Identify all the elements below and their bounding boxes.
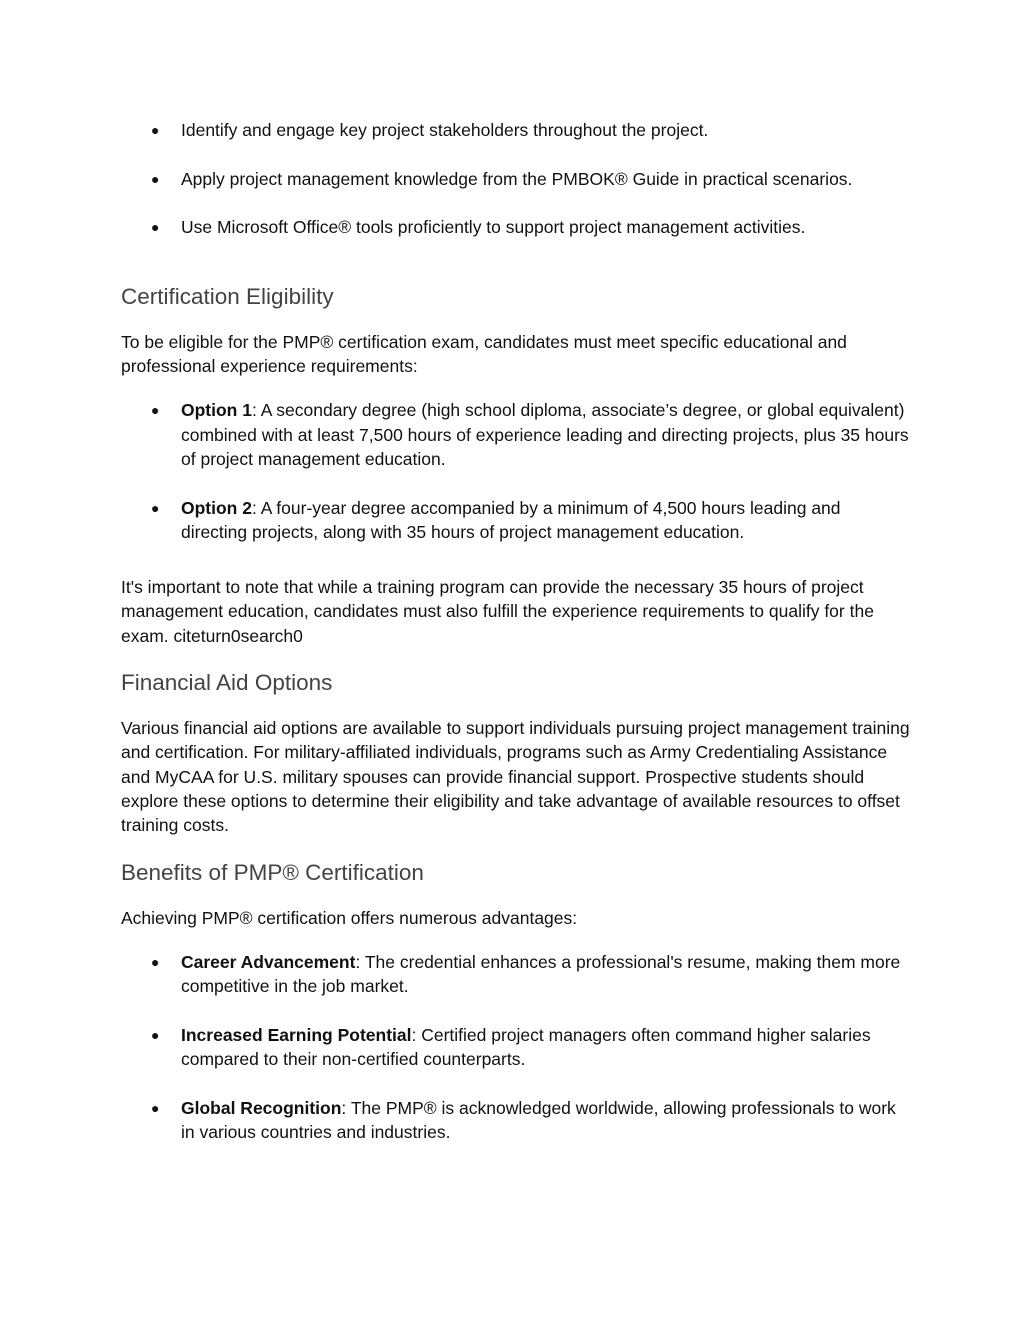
- eligibility-intro: To be eligible for the PMP® certification exam, candidates must meet specific educational and professional experience requirements:: [121, 331, 847, 376]
- benefits-intro: Achieving PMP® certification offers numerous advantages:: [121, 907, 578, 928]
- option-text: : A secondary degree (high school diploma, associate’s degree, or global equivalent) combined with at least 7,500 hours of experience leading and directing projects, plus 35 hours of project management education.: [181, 400, 909, 469]
- list-item: [121, 1096, 911, 1145]
- document-page: [121, 118, 911, 1169]
- list-item: [121, 215, 911, 239]
- section-heading-benefits: Benefits of PMP® Certification: [121, 859, 424, 885]
- objectives-list: [121, 118, 911, 240]
- benefits-list: [121, 950, 911, 1145]
- bullet-icon: ●: [151, 170, 160, 187]
- benefit-label: Increased Earning Potential: [181, 1024, 412, 1045]
- option-label: Option 1: [181, 400, 252, 421]
- benefit-text: : The PMP® is acknowledged worldwide, allowing professionals to work in various countries and industries.: [181, 1097, 896, 1143]
- benefit-text: : The credential enhances a professional's resume, making them more competitive in the job market.: [181, 951, 901, 997]
- bullet-icon: ●: [151, 953, 160, 970]
- bullet-icon: ●: [151, 402, 160, 419]
- list-item-text: Apply project management knowledge from the PMBOK® Guide in practical scenarios.: [181, 168, 853, 189]
- list-item-text: Identify and engage key project stakeholders throughout the project.: [181, 120, 709, 140]
- list-item: [121, 118, 911, 142]
- option-label: Option 2: [181, 497, 252, 518]
- eligibility-note: It's important to note that while a training program can provide the necessary 35 hours of project management education, candidates must also fulfill the experience requirements to qualify for the exam. citeturn0search0: [121, 577, 874, 646]
- bullet-icon: ●: [151, 122, 160, 138]
- benefit-text: : Certified project managers often command higher salaries compared to their non-certified counterparts.: [181, 1024, 871, 1070]
- option-text: : A four-year degree accompanied by a minimum of 4,500 hours leading and directing projects, along with 35 hours of project management education.: [181, 497, 841, 542]
- bullet-icon: ●: [151, 1026, 160, 1043]
- section-heading-financial-aid: Financial Aid Options: [121, 670, 333, 696]
- bullet-icon: ●: [151, 499, 160, 516]
- list-item: [121, 950, 911, 999]
- bullet-icon: ●: [151, 219, 160, 236]
- section-heading-eligibility: Certification Eligibility: [121, 283, 334, 309]
- list-item: [121, 398, 911, 471]
- benefit-label: Career Advancement: [181, 951, 356, 972]
- list-item: [121, 1023, 911, 1072]
- bullet-icon: ●: [151, 1099, 160, 1116]
- financial-aid-text: Various financial aid options are available to support individuals pursuing project management training and certification. For military-affiliated individuals, programs such as Army Credentialing Assistance and MyCAA for U.S. military spouses can provide financial support. Prospective students should explore these options to determine their eligibility and take advantage of available resources to offset training costs.: [121, 718, 910, 836]
- benefit-label: Global Recognition: [181, 1097, 342, 1118]
- list-item-text: Use Microsoft Office® tools proficiently to support project management activities.: [181, 217, 806, 238]
- eligibility-options-list: [121, 398, 911, 544]
- list-item: [121, 167, 911, 191]
- list-item: [121, 496, 911, 545]
